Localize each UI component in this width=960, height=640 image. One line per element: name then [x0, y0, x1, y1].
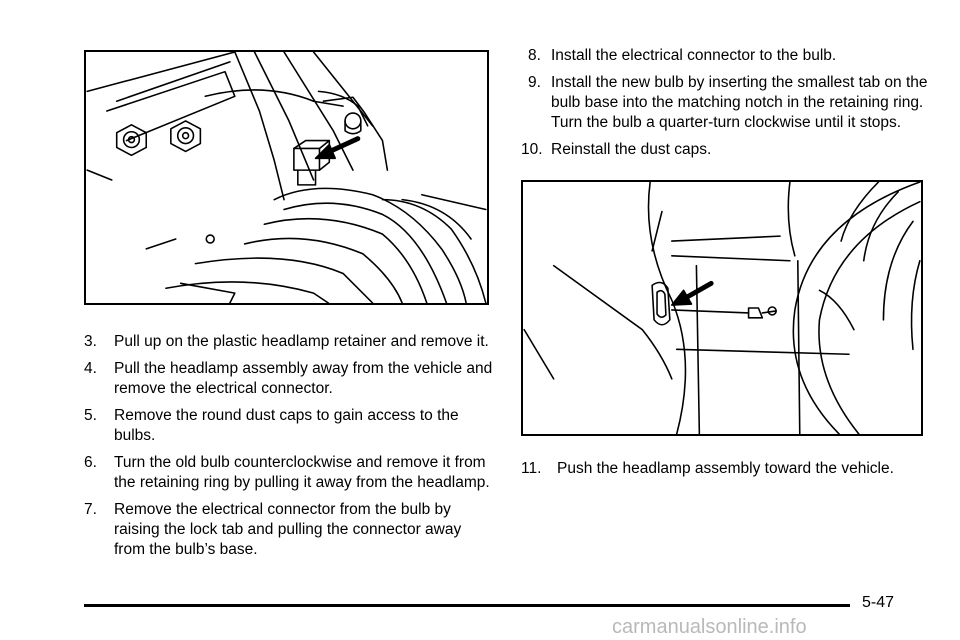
step-number: 3. [84, 333, 97, 350]
step-6 [84, 453, 494, 493]
left-instructions [84, 332, 494, 567]
footer-rule [84, 604, 850, 607]
step-text: Pull up on the plastic headlamp retainer and remove it. [114, 333, 489, 350]
headlamp-retainer-illustration [84, 50, 489, 305]
step-number: 4. [84, 360, 97, 377]
page-number: 5-47 [862, 594, 895, 611]
watermark: carmanualsonline.info [612, 616, 807, 638]
step-number: 10. [521, 141, 543, 158]
step-text: Remove the round dust caps to gain access to the bulbs. [114, 407, 459, 444]
step-8 [521, 46, 931, 66]
step-text: Install the new bulb by inserting the smallest tab on the bulb base into the matching notch in the retaining ring. Turn the bulb a quarter-turn clockwise until it stops. [551, 74, 928, 131]
step-text: Install the electrical connector to the bulb. [551, 47, 837, 64]
step-text: Push the headlamp assembly toward the vehicle. [557, 460, 894, 477]
step-4 [84, 359, 494, 399]
step-number: 8. [528, 47, 541, 64]
step-text: Turn the old bulb counterclockwise and remove it from the retaining ring by pulling it away from the headlamp. [114, 454, 490, 491]
bulb-install-drawing [523, 182, 921, 434]
step-number: 7. [84, 501, 97, 518]
step-number: 11. [521, 460, 542, 477]
step-11 [521, 459, 931, 479]
step-7 [84, 500, 494, 560]
step-text: Reinstall the dust caps. [551, 141, 712, 158]
step-10 [521, 140, 931, 160]
headlamp-retainer-drawing [86, 52, 487, 303]
right-instructions-top [521, 46, 931, 167]
step-3 [84, 332, 494, 352]
step-text: Pull the headlamp assembly away from the vehicle and remove the electrical connector. [114, 360, 493, 397]
step-5 [84, 406, 494, 446]
step-number: 6. [84, 454, 97, 471]
bulb-install-illustration [521, 180, 923, 436]
step-9 [521, 73, 931, 133]
step-number: 9. [528, 74, 541, 91]
step-text: Remove the electrical connector from the bulb by raising the lock tab and pulling the connector away from the bulb’s base. [114, 501, 462, 558]
right-instructions-bottom [521, 459, 931, 486]
step-number: 5. [84, 407, 97, 424]
